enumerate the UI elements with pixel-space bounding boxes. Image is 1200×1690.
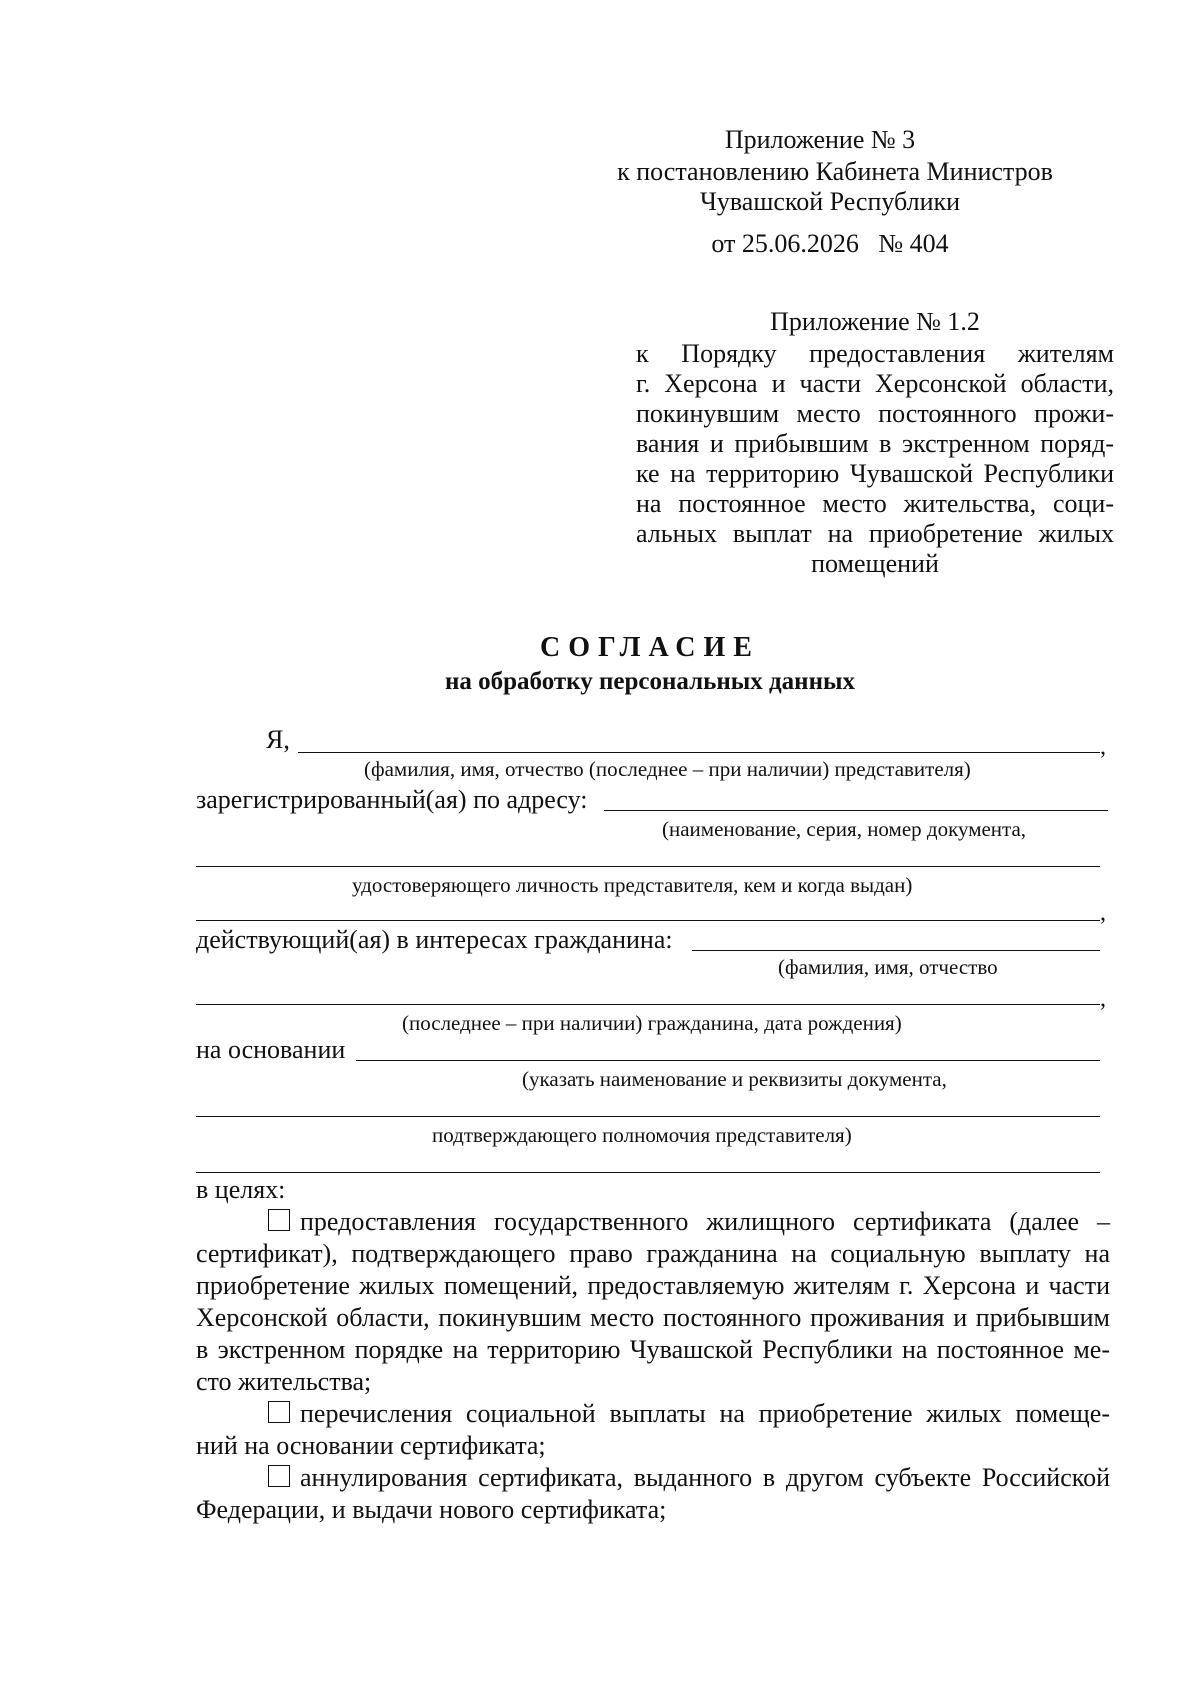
purpose-3-line: Федерации, и выдачи нового сертификата; xyxy=(196,1495,667,1524)
citizen-fio-line[interactable] xyxy=(692,950,1100,951)
annex-line: ке на территорию Чувашской Республики xyxy=(636,459,1114,488)
purpose-1-line: Херсонской области, покинувшим место постоянного проживания и прибывшим xyxy=(196,1303,1110,1332)
purpose-3-line: аннулирования сертификата, выданного в другом субъекте Российской xyxy=(268,1462,1110,1494)
basis-label: на основании xyxy=(196,1035,346,1064)
fio-representative-line[interactable] xyxy=(298,752,1100,753)
purpose-1-line: сто жительства; xyxy=(196,1367,372,1396)
registered-label: зарегистрированный(ая) по адресу: xyxy=(196,785,588,814)
purpose-1-line: в экстренном порядке на территорию Чувашской Республики на постоянное ме- xyxy=(196,1335,1110,1364)
document-line-2[interactable] xyxy=(196,920,1100,921)
comma: , xyxy=(1100,986,1106,1012)
hint-document-1: (наименование, серия, номер документа, xyxy=(662,817,1027,841)
purposes-label: в целях: xyxy=(196,1175,286,1204)
hint-citizen-fio-2: (последнее – при наличии) гражданина, дата рождения) xyxy=(402,1011,902,1035)
basis-line-3[interactable] xyxy=(196,1172,1100,1173)
hint-fio-representative: (фамилия, имя, отчество (последнее – при наличии) представителя) xyxy=(364,757,971,781)
document-subtitle: на обработку персональных данных xyxy=(445,668,855,695)
annex-line: г. Херсона и части Херсонской области, xyxy=(636,369,1114,398)
annex-line: помещений xyxy=(811,549,939,578)
basis-line-2[interactable] xyxy=(196,1116,1100,1117)
hint-basis-2: подтверждающего полномочия представителя) xyxy=(432,1123,852,1147)
address-line[interactable] xyxy=(604,810,1108,811)
basis-line[interactable] xyxy=(356,1060,1100,1061)
checkbox-certificate-issue[interactable] xyxy=(268,1209,290,1231)
appendix-number: Приложение № 3 xyxy=(724,125,916,154)
hint-citizen-fio-1: (фамилия, имя, отчество xyxy=(778,955,998,979)
checkbox-certificate-cancellation[interactable] xyxy=(268,1465,290,1487)
hint-basis-1: (указать наименование и реквизиты документа, xyxy=(522,1067,947,1091)
annex-line: покинувшим место постоянного прожи- xyxy=(636,399,1114,428)
citizen-fio-line-2[interactable] xyxy=(196,1004,1100,1005)
document-title: СОГЛАСИЕ xyxy=(540,632,760,663)
comma: , xyxy=(1100,734,1106,760)
acting-label: действующий(ая) в интересах гражданина: xyxy=(196,925,673,954)
annex-line: альных выплат на приобретение жилых xyxy=(636,519,1114,548)
i-label: Я, xyxy=(266,725,290,754)
purpose-1-line: сертификат), подтверждающего право гражданина на социальную выплату на xyxy=(196,1239,1110,1268)
purpose-2-line: перечисления социальной выплаты на приобретение жилых помеще- xyxy=(268,1398,1110,1430)
purpose-2-line: ний на основании сертификата; xyxy=(196,1431,546,1460)
hint-document-2: удостоверяющего личность представителя, кем и когда выдан) xyxy=(352,873,913,897)
purpose-1-line: предоставления государственного жилищного сертификата (далее – xyxy=(268,1206,1110,1238)
annex-line: вания и прибывшим в экстренном поряд- xyxy=(636,429,1114,458)
annex-title: Приложение № 1.2 xyxy=(770,307,980,336)
comma: , xyxy=(1100,900,1106,926)
annex-line: к Порядку предоставления жителям xyxy=(636,339,1114,368)
checkbox-payment-transfer[interactable] xyxy=(268,1401,290,1423)
appendix-resolution-line: к постановлению Кабинета Министров xyxy=(617,157,1053,186)
document-line[interactable] xyxy=(196,866,1100,867)
purpose-1-line: приобретение жилых помещений, предоставляемую жителям г. Херсона и части xyxy=(196,1271,1110,1300)
annex-line: на постоянное место жительства, соци- xyxy=(636,489,1114,518)
appendix-republic-line: Чувашской Республики xyxy=(699,187,961,216)
appendix-date-number: от 25.06.2026 № 404 xyxy=(711,229,949,258)
